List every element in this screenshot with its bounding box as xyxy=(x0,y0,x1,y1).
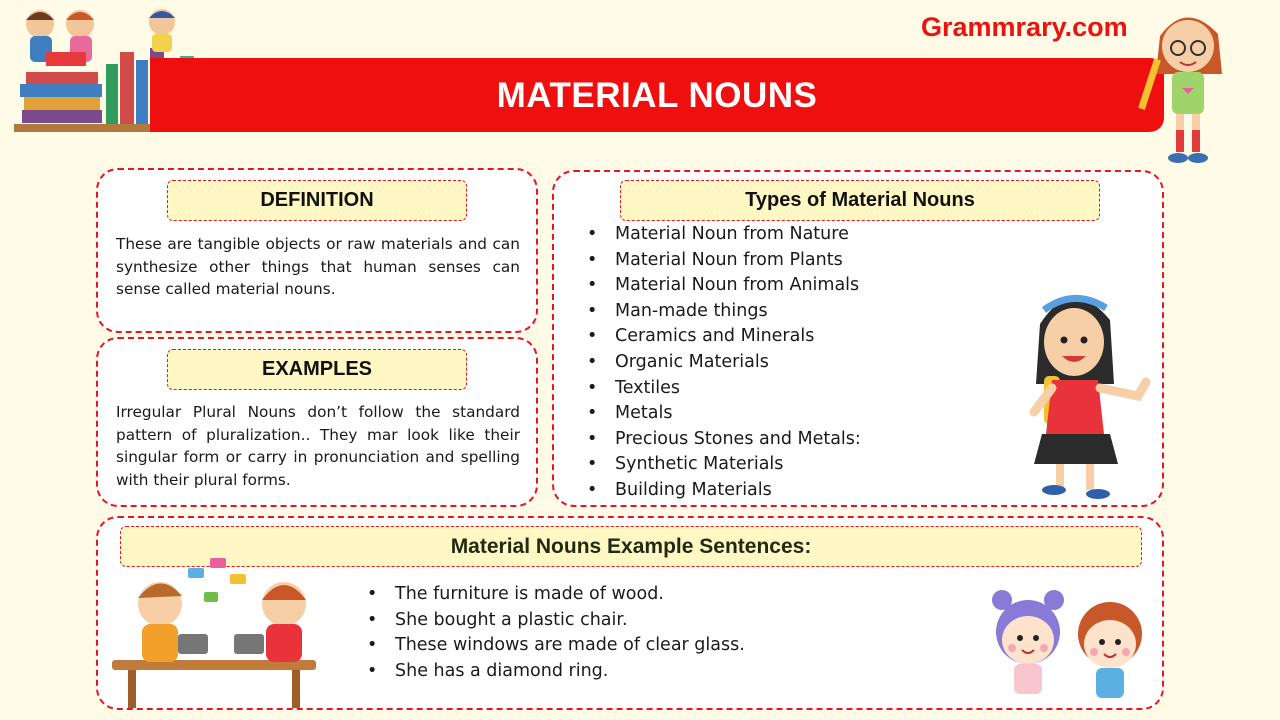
title-banner xyxy=(150,58,1164,132)
girl-with-backpack-illustration xyxy=(1018,284,1154,504)
types-item: • Metals xyxy=(585,401,1005,427)
types-item: • Material Noun from Animals xyxy=(585,273,1005,299)
types-item: • Precious Stones and Metals: xyxy=(585,427,1005,453)
types-heading: Types of Material Nouns xyxy=(620,180,1100,221)
two-kids-faces-illustration xyxy=(986,586,1154,706)
sentence-item: • She has a diamond ring. xyxy=(365,659,885,685)
types-item: • Material Noun from Nature xyxy=(585,222,1005,248)
sentence-item: • The furniture is made of wood. xyxy=(365,582,885,608)
types-item: • Building Materials xyxy=(585,478,1005,504)
types-item: • Synthetic Materials xyxy=(585,452,1005,478)
examples-heading: EXAMPLES xyxy=(167,349,467,390)
kids-on-bench-illustration xyxy=(108,556,338,712)
sentence-item: • She bought a plastic chair. xyxy=(365,608,885,634)
types-item: • Man-made things xyxy=(585,299,1005,325)
site-name: Grammrary.com xyxy=(921,12,1128,42)
girl-with-pencil-illustration xyxy=(1138,4,1238,168)
sentences-heading: Material Nouns Example Sentences: xyxy=(120,526,1142,567)
sentence-item: • These windows are made of clear glass. xyxy=(365,633,885,659)
types-item: • Textiles xyxy=(585,376,1005,402)
page-title: MATERIAL NOUNS xyxy=(496,76,818,115)
sentences-list xyxy=(365,582,885,684)
definition-heading: DEFINITION xyxy=(167,180,467,221)
definition-text: These are tangible objects or raw materials and can synthesize other things that human senses can sense called material nouns. xyxy=(116,235,520,299)
types-item: • Ceramics and Minerals xyxy=(585,324,1005,350)
types-item: • Organic Materials xyxy=(585,350,1005,376)
types-list xyxy=(585,222,1005,504)
types-item: • Material Noun from Plants xyxy=(585,248,1005,274)
examples-text: Irregular Plural Nouns don’t follow the standard pattern of pluralization.. They mar look like their singular form or carry in pronunciation and spelling with their plural forms. xyxy=(116,403,520,489)
